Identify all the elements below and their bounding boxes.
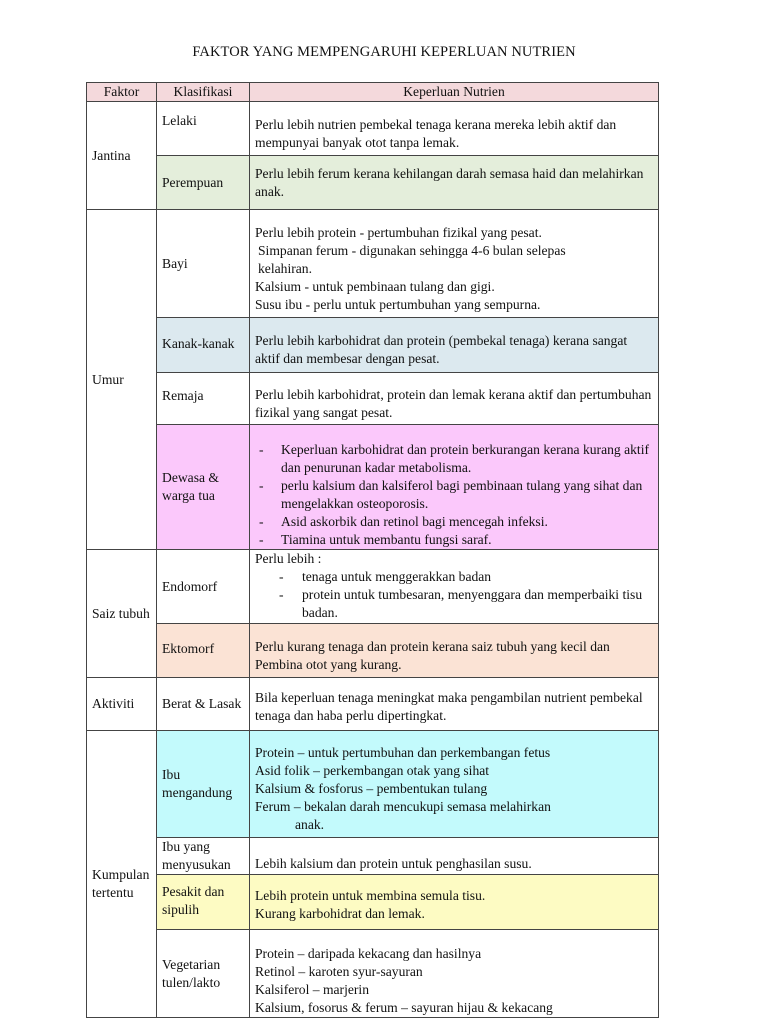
- ibu-line: Kalsium & fosforus – pembentukan tulang: [255, 781, 488, 796]
- vegetarian-line: Retinol – karoten syur-sayuran: [255, 963, 423, 979]
- table-row: [87, 875, 659, 930]
- endomorf-intro: Perlu lebih :: [255, 551, 322, 566]
- klasifikasi-endomorf: Endomorf: [157, 550, 250, 624]
- bayi-line: Perlu lebih protein - pertumbuhan fizikal yang pesat.: [255, 224, 542, 240]
- pesakit-line: Lebih protein untuk membina semula tisu.: [255, 888, 486, 903]
- need-menyusu: Lebih kalsium dan protein untuk penghasilan susu.: [250, 838, 659, 875]
- ibu-line: Ferum – bekalan darah mencukupi semasa melahirkan: [255, 799, 551, 814]
- table-row: [87, 624, 659, 678]
- need-dewasa: [250, 425, 659, 550]
- ibu-line: anak.: [295, 817, 325, 832]
- endomorf-list: [255, 568, 654, 622]
- list-item: - Tiamina untuk membantu fungsi saraf.: [255, 531, 654, 549]
- list-item: - tenaga untuk menggerakkan badan: [255, 568, 654, 586]
- faktor-jantina: Jantina: [87, 102, 157, 210]
- klasifikasi-perempuan: Perempuan: [157, 156, 250, 210]
- header-faktor: Faktor: [87, 83, 157, 102]
- need-lelaki: Perlu lebih nutrien pembekal tenaga kerana mereka lebih aktif dan mempunyai banyak otot tanpa lemak.: [250, 102, 659, 156]
- header-klasifikasi: Klasifikasi: [157, 83, 250, 102]
- klasifikasi-lelaki: Lelaki: [157, 102, 250, 156]
- faktor-umur: Umur: [87, 210, 157, 550]
- header-row: [87, 83, 659, 102]
- need-perempuan: Perlu lebih ferum kerana kehilangan darah semasa haid dan melahirkan anak.: [250, 156, 659, 210]
- need-vegetarian: [250, 930, 659, 1018]
- bayi-line: kelahiran.: [258, 260, 312, 276]
- need-ibu: [250, 731, 659, 838]
- nutrient-table: [86, 82, 659, 1018]
- vegetarian-line: Kalsiferol – marjerin: [255, 981, 369, 997]
- table-row: [87, 838, 659, 875]
- table-row: [87, 373, 659, 425]
- vegetarian-line: Kalsium, fosorus & ferum – sayuran hijau & kekacang: [255, 999, 553, 1015]
- faktor-kumpulan: Kumpulan tertentu: [87, 731, 157, 1018]
- klasifikasi-pesakit: Pesakit dan sipulih: [157, 875, 250, 930]
- table-row: [87, 318, 659, 373]
- table-row: [87, 210, 659, 318]
- klasifikasi-vegetarian: Vegetarian tulen/lakto: [157, 930, 250, 1018]
- need-ektomorf: Perlu kurang tenaga dan protein kerana saiz tubuh yang kecil dan Pembina otot yang kurang.: [250, 624, 659, 678]
- table-row: [87, 731, 659, 838]
- need-berat: Bila keperluan tenaga meningkat maka pengambilan nutrient pembekal tenaga dan haba perlu dipertingkat.: [250, 678, 659, 731]
- klasifikasi-kanak: Kanak-kanak: [157, 318, 250, 373]
- vegetarian-line: Protein – daripada kekacang dan hasilnya: [255, 945, 482, 961]
- klasifikasi-dewasa: Dewasa & warga tua: [157, 425, 250, 550]
- need-kanak: Perlu lebih karbohidrat dan protein (pembekal tenaga) kerana sangat aktif dan membesar dengan pesat.: [250, 318, 659, 373]
- bayi-line: Simpanan ferum - digunakan sehingga 4-6 bulan selepas: [258, 242, 566, 258]
- table-row: [87, 102, 659, 156]
- table-row: [87, 156, 659, 210]
- bayi-line: Susu ibu - perlu untuk pertumbuhan yang sempurna.: [255, 296, 541, 312]
- need-endomorf: [250, 550, 659, 624]
- header-keperluan: Keperluan Nutrien: [250, 83, 659, 102]
- klasifikasi-bayi: Bayi: [157, 210, 250, 318]
- faktor-aktiviti: Aktiviti: [87, 678, 157, 731]
- need-remaja: Perlu lebih karbohidrat, protein dan lemak kerana aktif dan pertumbuhan fizikal yang sangat pesat.: [250, 373, 659, 425]
- list-item: - perlu kalsium dan kalsiferol bagi pembinaan tulang yang sihat dan mengelakkan osteoporosis.: [255, 477, 654, 513]
- table-row: [87, 930, 659, 1018]
- need-pesakit: [250, 875, 659, 930]
- table-row: [87, 550, 659, 624]
- klasifikasi-berat: Berat & Lasak: [157, 678, 250, 731]
- bayi-line: Kalsium - untuk pembinaan tulang dan gigi.: [255, 278, 495, 294]
- pesakit-line: Kurang karbohidrat dan lemak.: [255, 906, 425, 921]
- klasifikasi-menyusu: Ibu yang menyusukan: [157, 838, 250, 875]
- list-item: - Asid askorbik dan retinol bagi mencegah infeksi.: [255, 513, 654, 531]
- klasifikasi-ibu: Ibu mengandung: [157, 731, 250, 838]
- ibu-line: Asid folik – perkembangan otak yang sihat: [255, 763, 490, 778]
- list-item: - protein untuk tumbesaran, menyenggara dan memperbaiki tisu badan.: [255, 586, 654, 622]
- dewasa-list: [255, 441, 654, 549]
- table-row: [87, 678, 659, 731]
- ibu-line: Protein – untuk pertumbuhan dan perkembangan fetus: [255, 745, 551, 760]
- page-title: FAKTOR YANG MEMPENGARUHI KEPERLUAN NUTRIEN: [192, 44, 576, 60]
- faktor-saiz: Saiz tubuh: [87, 550, 157, 678]
- need-bayi: [250, 210, 659, 318]
- list-item: - Keperluan karbohidrat dan protein berkurangan kerana kurang aktif dan penurunan kadar metabolisma.: [255, 441, 654, 477]
- table-row: [87, 425, 659, 550]
- klasifikasi-ektomorf: Ektomorf: [157, 624, 250, 678]
- klasifikasi-remaja: Remaja: [157, 373, 250, 425]
